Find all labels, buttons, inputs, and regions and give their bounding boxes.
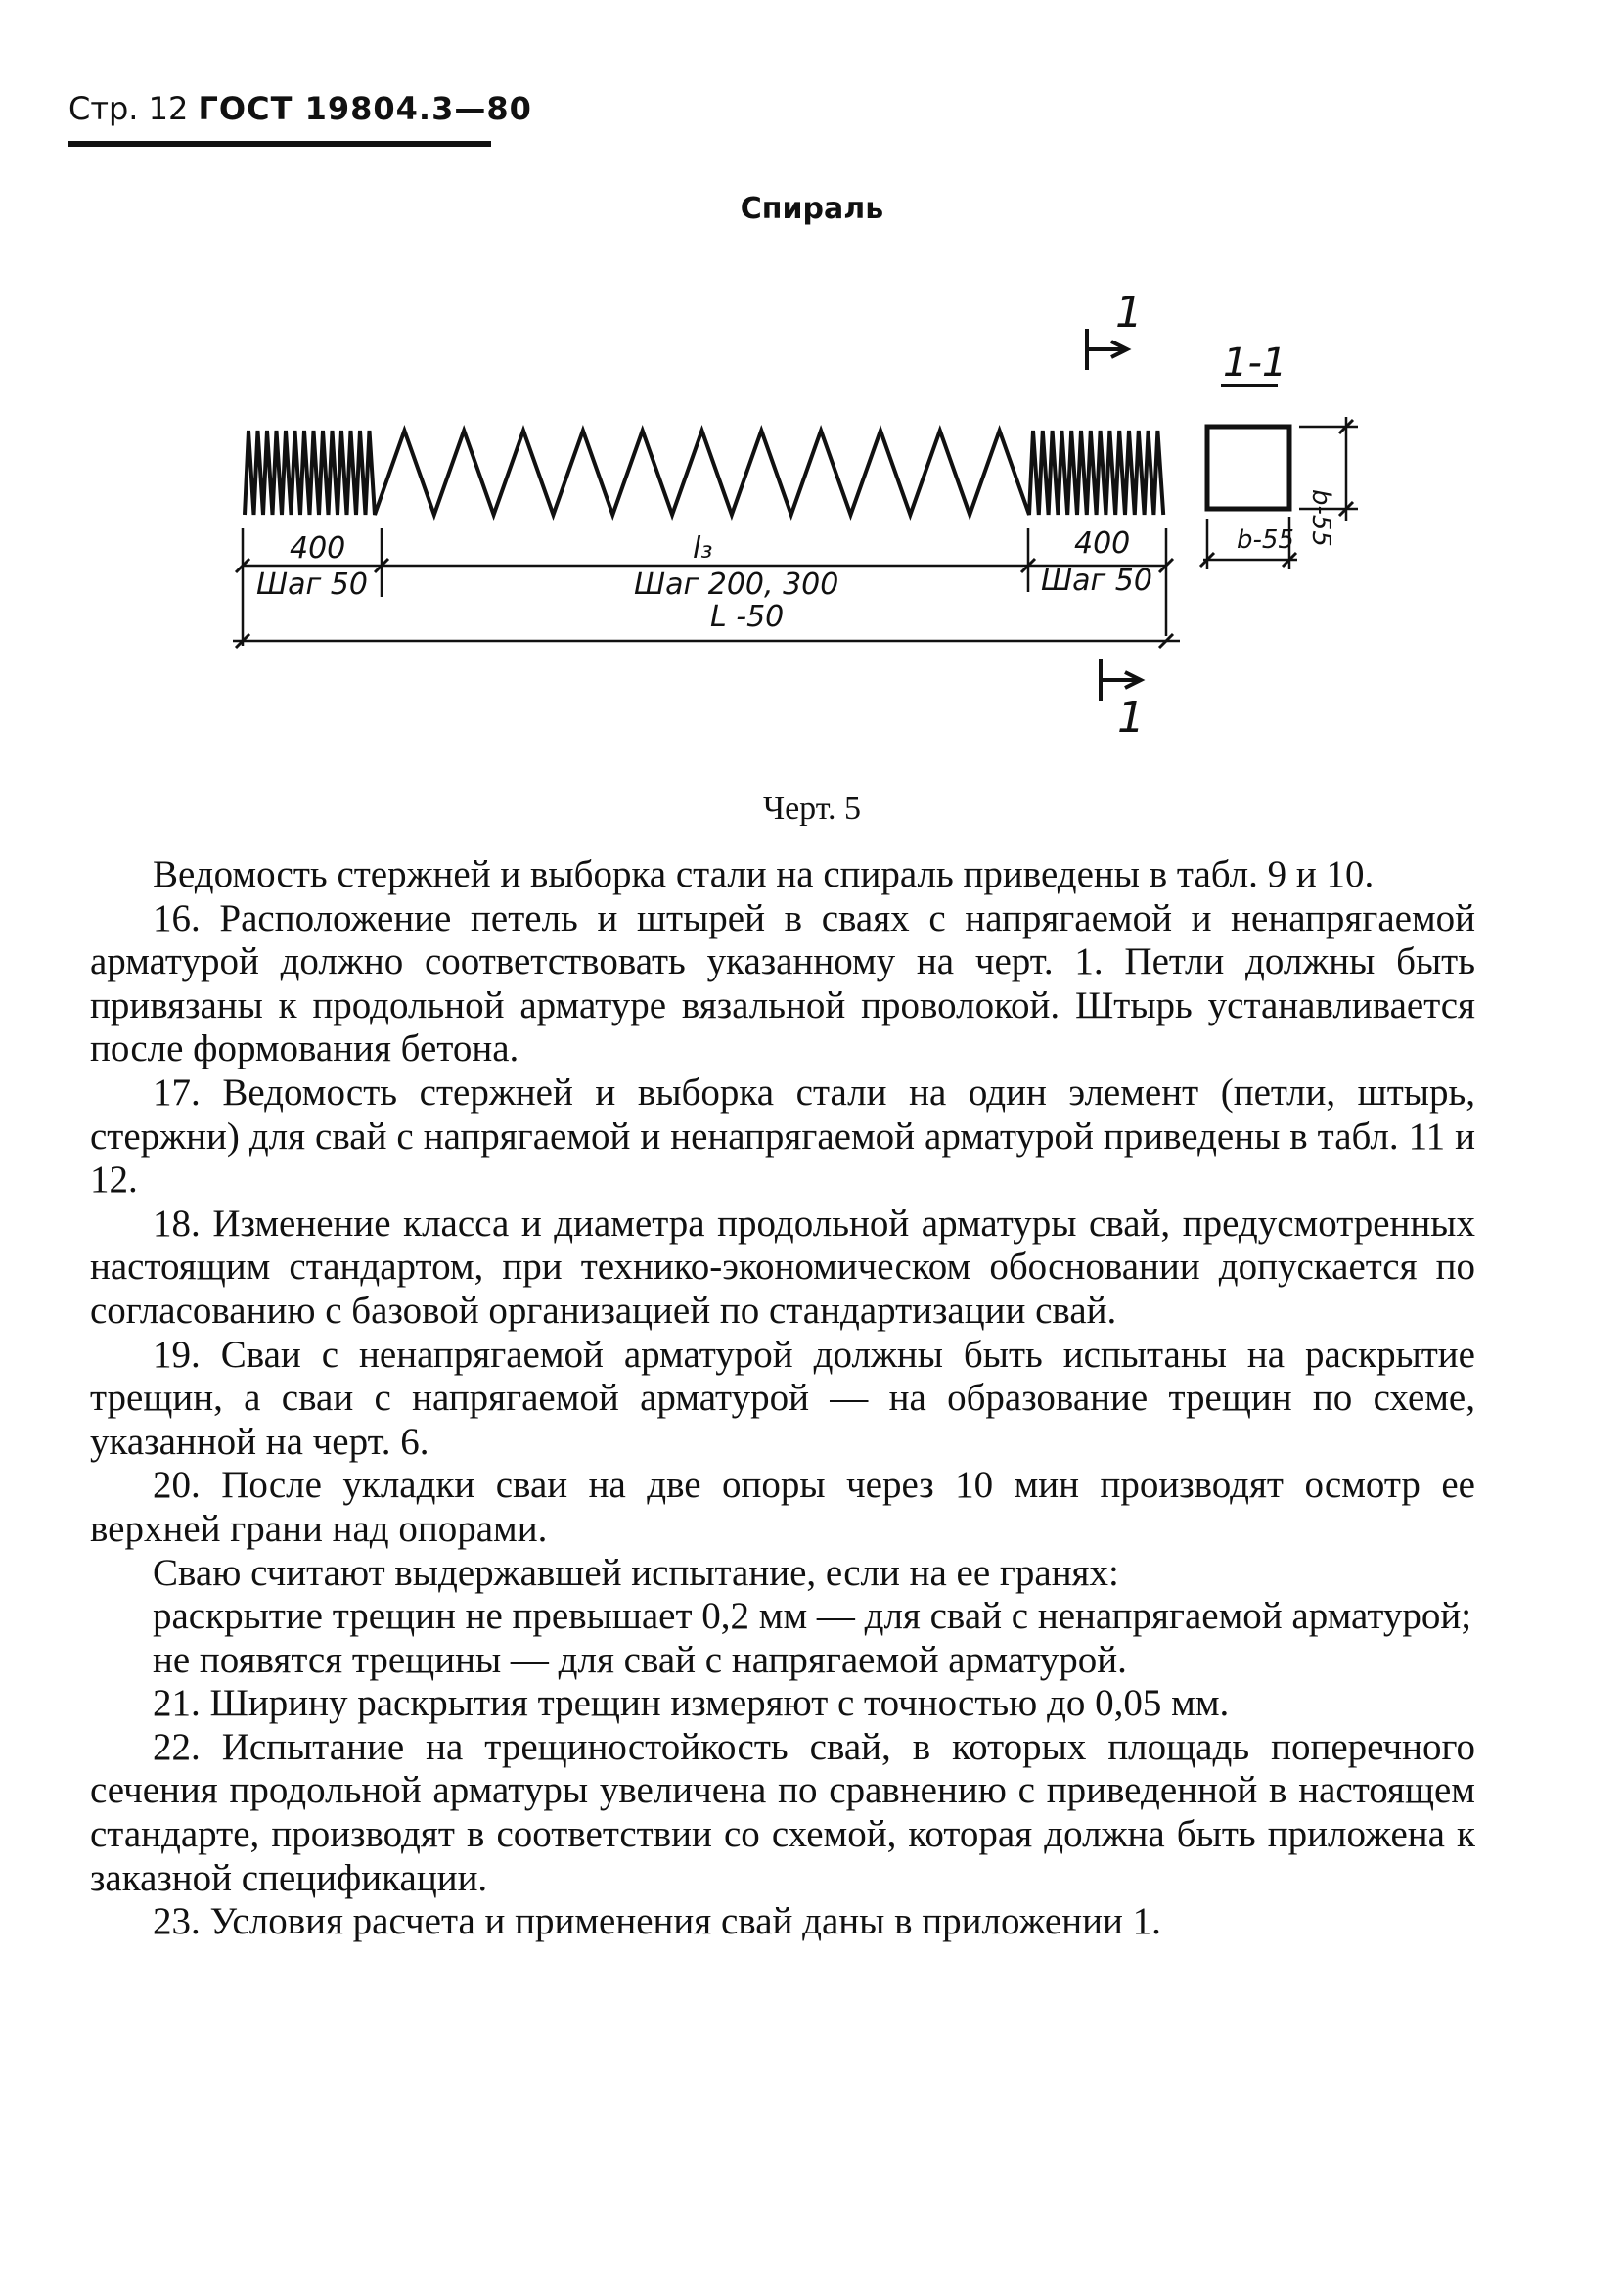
paragraph: 20. После укладки сваи на две опоры через 10 мин производят осмотр ее верхней грани над опорами. (90, 1464, 1475, 1550)
dimension-lines (233, 417, 1358, 646)
paragraph: 22. Испытание на трещиностойкость свай, в которых площадь поперечного сечения продольной арматуры увеличена по сравнению с приведенной в настоящем стандарте, производят в соответствии со схемой, которая должна быть приложена к заказной спецификации. (90, 1725, 1475, 1899)
dim-right-length: 400 (1074, 526, 1131, 561)
section-mark-bottom: 1 (1117, 693, 1145, 743)
spiral-drawing (0, 254, 1624, 744)
page-number: Стр. 12 (68, 90, 189, 127)
dim-total-length: L -50 (710, 600, 785, 634)
paragraph: раскрытие трещин не превышает 0,2 мм — для свай с ненапрягаемой арматурой; (153, 1595, 1472, 1638)
dim-middle-step: Шаг 200, 300 (634, 568, 839, 602)
figure-caption: Черт. 5 (762, 791, 862, 827)
body-text (90, 853, 1475, 1944)
header-rule (68, 141, 491, 147)
paragraph: Ведомость стержней и выборка стали на спираль приведены в табл. 9 и 10. (153, 853, 1375, 895)
section-square (1207, 427, 1289, 509)
page-header (68, 90, 532, 127)
standard-number: ГОСТ 19804.3—80 (198, 90, 532, 127)
paragraph: 21. Ширину раскрытия трещин измеряют с точностью до 0,05 мм. (153, 1682, 1230, 1725)
section-width: b-55 (1237, 525, 1294, 555)
paragraph: не появятся трещины — для свай с напрягаемой арматурой. (153, 1638, 1127, 1681)
figure-title: Спираль (740, 192, 884, 226)
section-height: b-55 (1306, 489, 1335, 547)
paragraph: 17. Ведомость стержней и выборка стали на один элемент (петли, штырь, стержни) для свай с напрягаемой и ненапрягаемой арматурой приведены в табл. 11 и 12. (90, 1070, 1475, 1202)
spiral-coil (245, 431, 1163, 515)
dim-left-step: Шаг 50 (256, 568, 368, 602)
paragraph: Сваю считают выдержавшей испытание, если на ее гранях: (153, 1551, 1119, 1594)
dim-middle-length: l₃ (693, 531, 713, 566)
section-mark-top: 1 (1115, 288, 1143, 338)
paragraph: 18. Изменение класса и диаметра продольной арматуры свай, предусмотренных настоящим стандартом, при технико-экономическом обосновании допускается по согласованию с базовой организацией по стандартизации свай. (90, 1202, 1475, 1332)
dim-right-step: Шаг 50 (1041, 564, 1152, 598)
section-title: 1-1 (1223, 341, 1287, 386)
paragraph: 23. Условия расчета и применения свай даны в приложении 1. (153, 1900, 1161, 1943)
paragraph: 16. Расположение петель и штырей в сваях с напрягаемой и ненапрягаемой арматурой должно соответствовать указанному на черт. 1. Петли должны быть привязаны к продольной арматуре вязальной проволокой. Штырь устанавливается после формования бетона. (90, 896, 1475, 1070)
paragraph: 19. Сваи с ненапрягаемой арматурой должны быть испытаны на раскрытие трещин, а сваи с напрягаемой арматурой — на образование трещин по схеме, указанной на черт. 6. (90, 1333, 1475, 1463)
dimension-ticks (236, 420, 1353, 648)
dim-left-length: 400 (290, 531, 346, 566)
